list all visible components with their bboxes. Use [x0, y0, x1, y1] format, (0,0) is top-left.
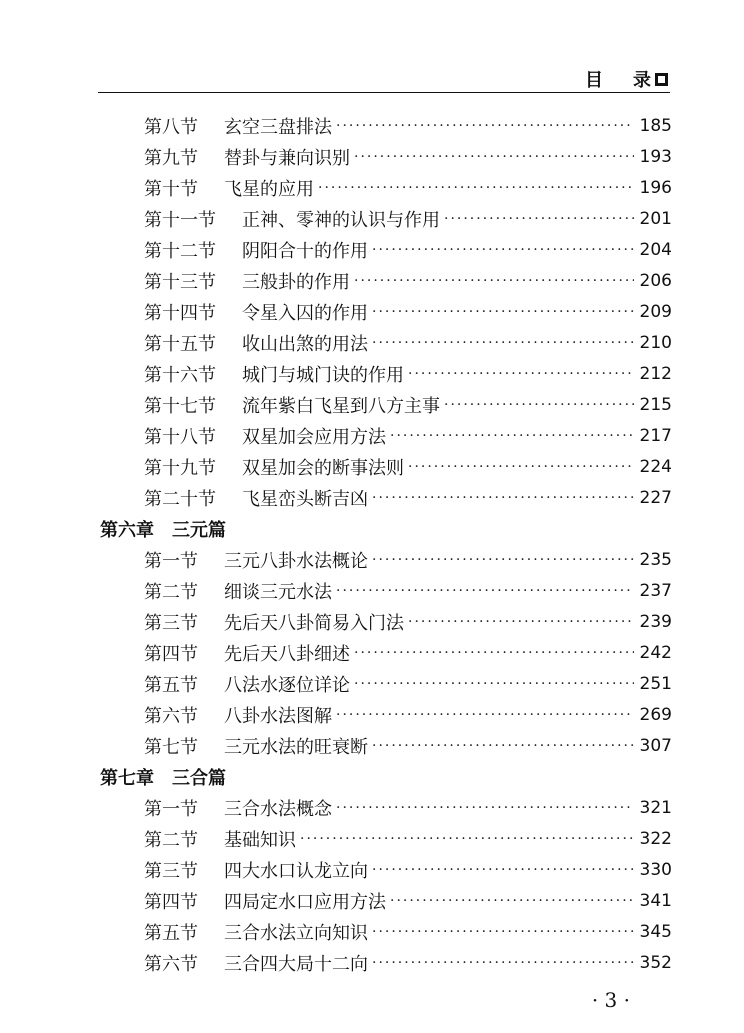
section-number: 第二节: [144, 829, 198, 851]
section-page: 210: [639, 332, 672, 353]
section-title: 收山出煞的用法: [242, 333, 368, 355]
chapter-title: 三合篇: [172, 767, 226, 789]
section-number: 第十九节: [144, 457, 216, 479]
section-number: 第四节: [144, 891, 198, 913]
section-page: 237: [639, 580, 672, 601]
header-char-2: 录: [633, 70, 651, 91]
toc-entry: [100, 141, 672, 172]
leader-dots: [390, 428, 634, 444]
chapter-title: 三元篇: [172, 519, 226, 541]
toc-entry: [100, 854, 672, 885]
section-page: 269: [639, 704, 672, 725]
section-page: 322: [639, 828, 672, 849]
toc-entry: [100, 110, 672, 141]
leader-dots: [444, 211, 634, 227]
section-page: 206: [639, 270, 672, 291]
section-title: 八卦水法图解: [224, 705, 332, 727]
section-number: 第六节: [144, 705, 198, 727]
toc-entry: [100, 544, 672, 575]
section-page: 204: [639, 239, 672, 260]
leader-dots: [372, 924, 634, 940]
section-number: 第三节: [144, 612, 198, 634]
leader-dots: [336, 583, 634, 599]
leader-dots: [354, 645, 634, 661]
page-number: · 3 ·: [591, 988, 630, 1012]
section-number: 第十节: [144, 178, 198, 200]
section-page: 227: [639, 487, 672, 508]
toc-entry: [100, 916, 672, 947]
section-page: 196: [639, 177, 672, 198]
section-title: 先后天八卦简易入门法: [224, 612, 404, 634]
section-number: 第六节: [144, 953, 198, 975]
toc-entry: [100, 482, 672, 513]
section-number: 第十五节: [144, 333, 216, 355]
section-title: 飞星的应用: [224, 178, 314, 200]
toc-entry: [100, 172, 672, 203]
leader-dots: [372, 862, 634, 878]
section-page: 235: [639, 549, 672, 570]
toc-entry: [100, 823, 672, 854]
running-header: [585, 66, 668, 92]
toc-entry: [100, 885, 672, 916]
leader-dots: [354, 149, 634, 165]
section-page: 345: [639, 921, 672, 942]
toc-chapter: [100, 513, 672, 544]
section-title: 三合水法概念: [224, 798, 332, 820]
header-rule: [98, 92, 670, 93]
toc-entry: [100, 203, 672, 234]
section-number: 第十四节: [144, 302, 216, 324]
header-square-icon: [655, 73, 668, 86]
leader-dots: [372, 738, 634, 754]
section-title: 三合四大局十二向: [224, 953, 368, 975]
section-number: 第十二节: [144, 240, 216, 262]
toc-entry: [100, 730, 672, 761]
leader-dots: [444, 397, 634, 413]
table-of-contents: [100, 110, 672, 978]
section-title: 先后天八卦细述: [224, 643, 350, 665]
section-number: 第二节: [144, 581, 198, 603]
leader-dots: [354, 676, 634, 692]
section-title: 三般卦的作用: [242, 271, 350, 293]
section-title: 飞星峦头断吉凶: [242, 488, 368, 510]
leader-dots: [408, 614, 634, 630]
section-number: 第十一节: [144, 209, 216, 231]
toc-entry: [100, 420, 672, 451]
toc-entry: [100, 792, 672, 823]
toc-entry: [100, 451, 672, 482]
section-number: 第十七节: [144, 395, 216, 417]
leader-dots: [390, 893, 634, 909]
leader-dots: [372, 304, 634, 320]
leader-dots: [372, 242, 634, 258]
section-number: 第十六节: [144, 364, 216, 386]
section-title: 替卦与兼向识别: [224, 147, 350, 169]
section-page: 215: [639, 394, 672, 415]
section-title: 四大水口认龙立向: [224, 860, 368, 882]
section-title: 双星加会的断事法则: [242, 457, 404, 479]
section-title: 流年紫白飞星到八方主事: [242, 395, 440, 417]
leader-dots: [372, 552, 634, 568]
section-page: 193: [639, 146, 672, 167]
leader-dots: [372, 955, 634, 971]
section-title: 细谈三元水法: [224, 581, 332, 603]
section-page: 201: [639, 208, 672, 229]
section-number: 第二十节: [144, 488, 216, 510]
section-page: 321: [639, 797, 672, 818]
leader-dots: [336, 800, 634, 816]
section-page: 224: [639, 456, 672, 477]
section-number: 第五节: [144, 674, 198, 696]
chapter-number: 第六章: [100, 519, 154, 541]
section-number: 第九节: [144, 147, 198, 169]
section-title: 三元水法的旺衰断: [224, 736, 368, 758]
section-number: 第八节: [144, 116, 198, 138]
section-page: 352: [639, 952, 672, 973]
chapter-number: 第七章: [100, 767, 154, 789]
toc-entry: [100, 265, 672, 296]
toc-chapter: [100, 761, 672, 792]
section-title: 基础知识: [224, 829, 296, 851]
toc-entry: [100, 606, 672, 637]
section-title: 阴阳合十的作用: [242, 240, 368, 262]
section-page: 330: [639, 859, 672, 880]
toc-entry: [100, 947, 672, 978]
section-title: 四局定水口应用方法: [224, 891, 386, 913]
leader-dots: [408, 459, 634, 475]
section-page: 251: [639, 673, 672, 694]
section-title: 八法水逐位详论: [224, 674, 350, 696]
section-page: 239: [639, 611, 672, 632]
section-number: 第十八节: [144, 426, 216, 448]
leader-dots: [408, 366, 634, 382]
section-number: 第十三节: [144, 271, 216, 293]
section-page: 212: [639, 363, 672, 384]
header-char-1: 目: [585, 70, 603, 91]
section-page: 242: [639, 642, 672, 663]
leader-dots: [336, 707, 634, 723]
section-page: 341: [639, 890, 672, 911]
toc-entry: [100, 234, 672, 265]
section-page: 209: [639, 301, 672, 322]
leader-dots: [336, 118, 634, 134]
toc-entry: [100, 358, 672, 389]
section-number: 第五节: [144, 922, 198, 944]
leader-dots: [372, 335, 634, 351]
toc-entry: [100, 699, 672, 730]
section-page: 217: [639, 425, 672, 446]
section-page: 307: [639, 735, 672, 756]
section-number: 第四节: [144, 643, 198, 665]
section-page: 185: [639, 115, 672, 136]
section-number: 第一节: [144, 550, 198, 572]
section-number: 第一节: [144, 798, 198, 820]
section-title: 令星入囚的作用: [242, 302, 368, 324]
leader-dots: [318, 180, 634, 196]
toc-entry: [100, 575, 672, 606]
section-number: 第七节: [144, 736, 198, 758]
toc-entry: [100, 327, 672, 358]
section-title: 正神、零神的认识与作用: [242, 209, 440, 231]
section-title: 双星加会应用方法: [242, 426, 386, 448]
section-title: 三元八卦水法概论: [224, 550, 368, 572]
toc-entry: [100, 389, 672, 420]
section-number: 第三节: [144, 860, 198, 882]
leader-dots: [300, 831, 634, 847]
toc-entry: [100, 668, 672, 699]
section-title: 三合水法立向知识: [224, 922, 368, 944]
section-title: 城门与城门诀的作用: [242, 364, 404, 386]
section-title: 玄空三盘排法: [224, 116, 332, 138]
toc-entry: [100, 637, 672, 668]
toc-entry: [100, 296, 672, 327]
leader-dots: [372, 490, 634, 506]
leader-dots: [354, 273, 634, 289]
